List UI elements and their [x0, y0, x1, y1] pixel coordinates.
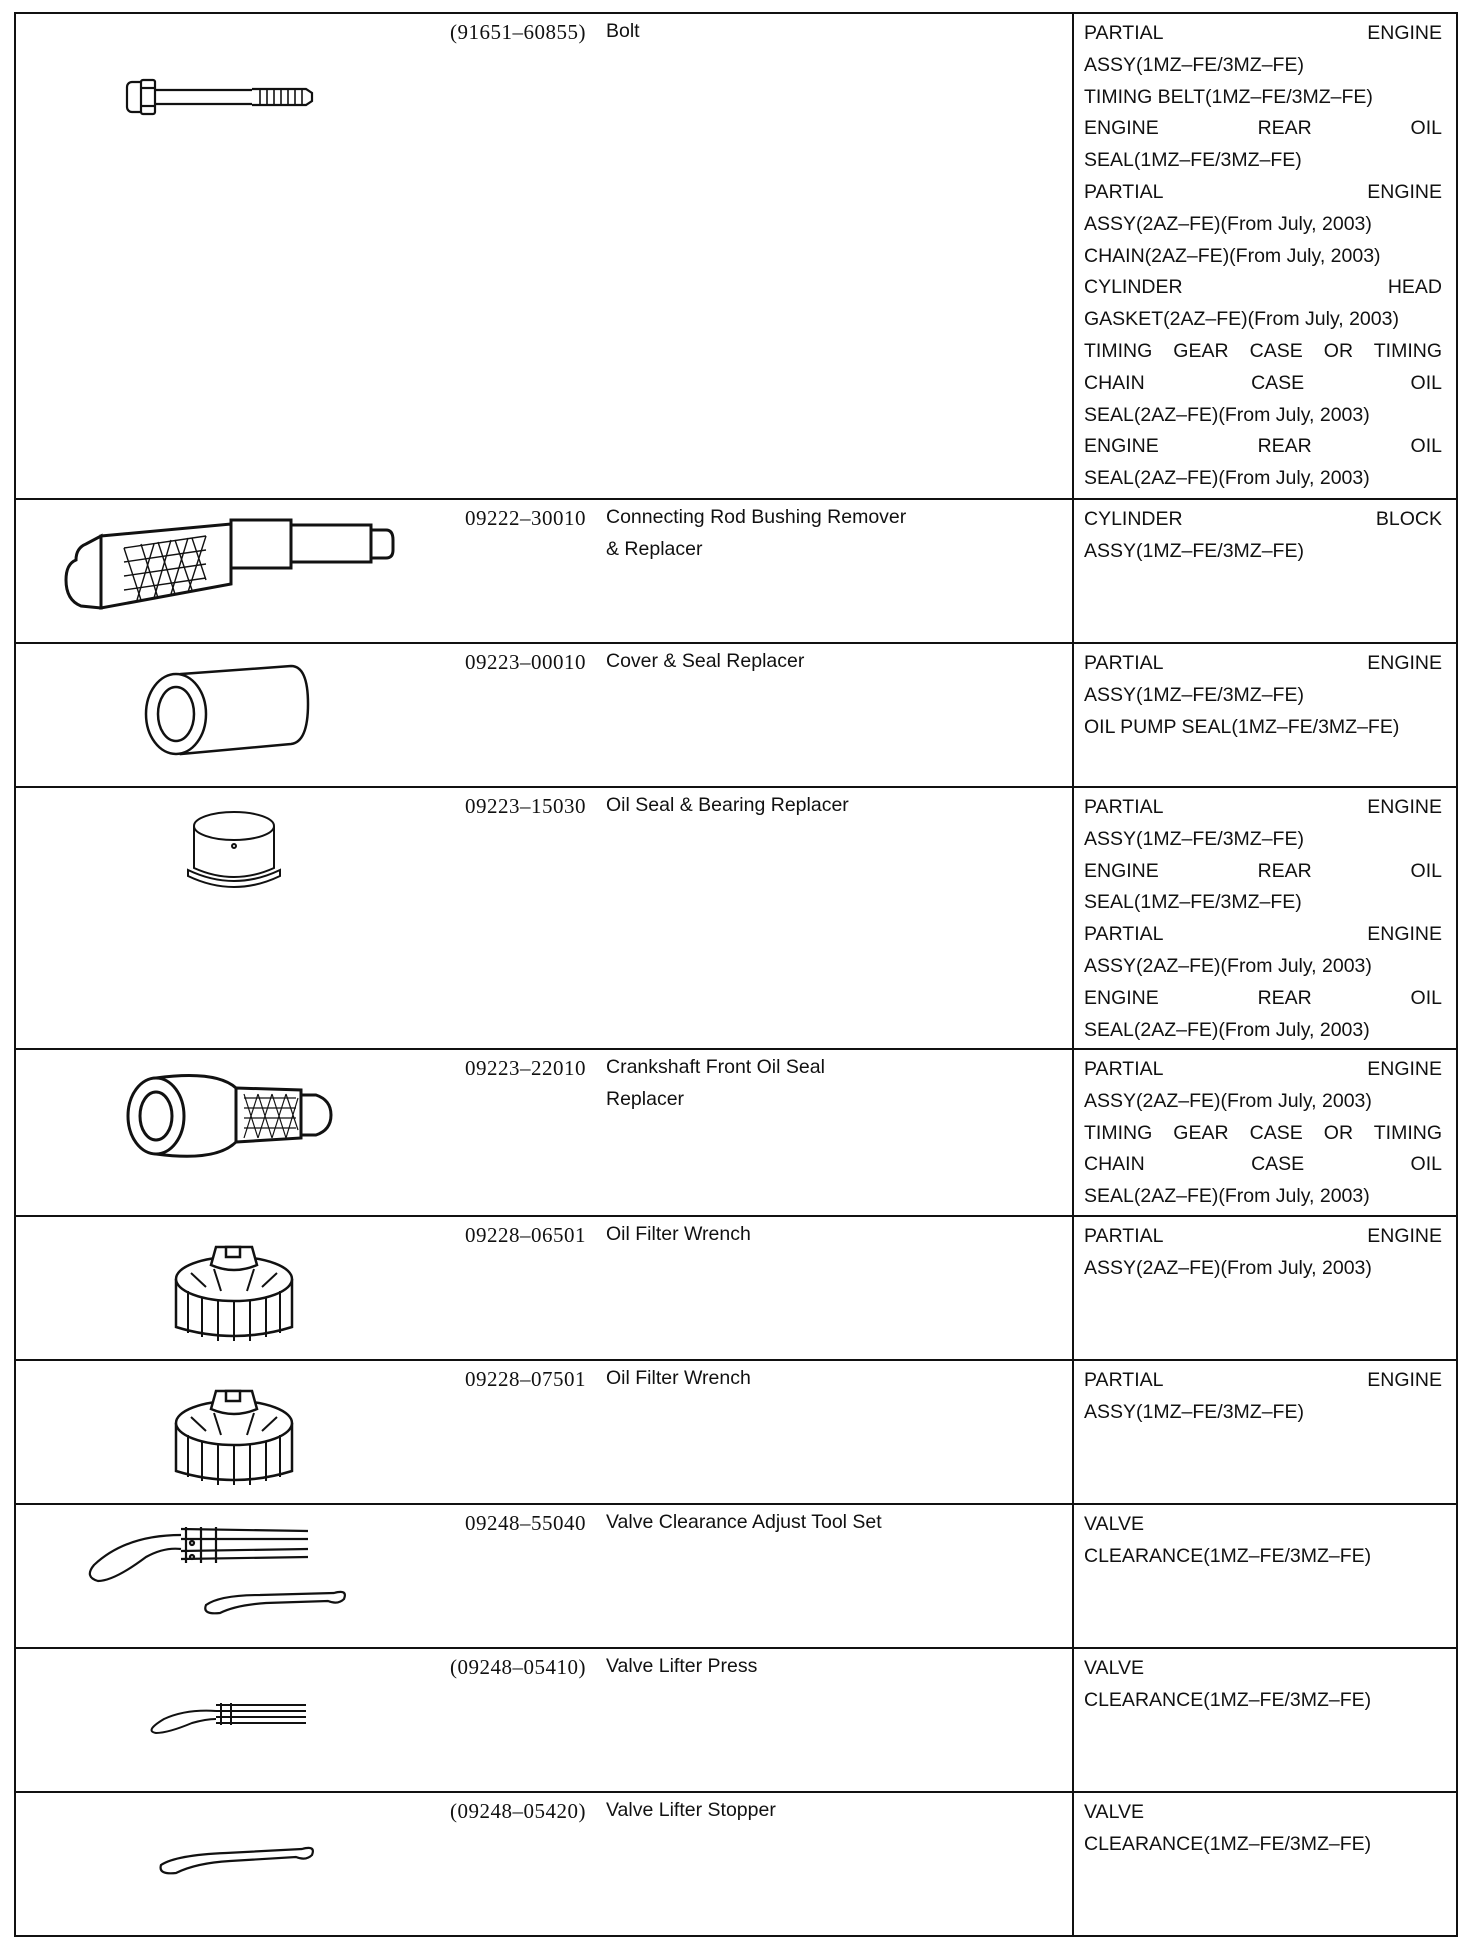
tool-row: [15, 1360, 1457, 1504]
applicable-procedures-cell: [1073, 643, 1457, 787]
part-number: 09223–00010: [465, 650, 586, 674]
applicable-procedures-cell: [1073, 1049, 1457, 1216]
procedure-line: PARTIAL ENGINE: [1084, 796, 1442, 818]
tool-name: Oil Filter Wrench: [606, 1223, 751, 1245]
tool-row: [15, 1648, 1457, 1792]
procedure-line: SEAL(2AZ–FE)(From July, 2003): [1084, 1185, 1370, 1208]
procedure-line: CYLINDER BLOCK: [1084, 508, 1442, 530]
applicable-procedures-cell: [1073, 1360, 1457, 1504]
applicable-procedures-cell: [1073, 499, 1457, 643]
procedure-line: TIMING BELT(1MZ–FE/3MZ–FE): [1084, 85, 1373, 108]
tool-name: Valve Clearance Adjust Tool Set: [606, 1511, 882, 1533]
procedure-line: GASKET(2AZ–FE)(From July, 2003): [1084, 308, 1399, 331]
procedure-line: SEAL(2AZ–FE)(From July, 2003): [1084, 467, 1370, 490]
tool-info-cell: [15, 643, 1073, 787]
part-number: (09248–05420): [450, 1799, 586, 1823]
part-number: 09228–06501: [465, 1223, 586, 1247]
procedure-line: OIL PUMP SEAL(1MZ–FE/3MZ–FE): [1084, 715, 1400, 738]
part-number: 09222–30010: [465, 506, 586, 530]
applicable-procedures-cell: [1073, 1504, 1457, 1648]
tool-name: Cover & Seal Replacer: [606, 650, 805, 672]
tool-info-cell: [15, 1049, 1073, 1216]
procedure-line: VALVE: [1084, 1801, 1144, 1823]
procedure-line: ENGINE REAR OIL: [1084, 435, 1442, 458]
tool-row: [15, 1216, 1457, 1360]
procedure-line: ASSY(2AZ–FE)(From July, 2003): [1084, 1256, 1372, 1279]
procedure-line: SEAL(1MZ–FE/3MZ–FE): [1084, 891, 1302, 914]
part-number: 09223–22010: [465, 1056, 586, 1080]
procedure-line: VALVE: [1084, 1513, 1144, 1535]
part-number: 09248–55040: [465, 1511, 586, 1535]
procedure-line: TIMING GEAR CASE OR TIMING: [1084, 339, 1442, 362]
procedure-line: PARTIAL ENGINE: [1084, 1369, 1442, 1391]
tool-info-cell: [15, 1648, 1073, 1792]
tool-info-cell: [15, 787, 1073, 1049]
applicable-procedures-cell: [1073, 1216, 1457, 1360]
procedure-line: CHAIN(2AZ–FE)(From July, 2003): [1084, 244, 1381, 267]
tool-info-cell: [15, 1360, 1073, 1504]
tool-row: [15, 1792, 1457, 1936]
procedure-line: ENGINE REAR OIL: [1084, 117, 1442, 140]
procedure-line: TIMING GEAR CASE OR TIMING: [1084, 1121, 1442, 1144]
procedure-line: CLEARANCE(1MZ–FE/3MZ–FE): [1084, 1688, 1372, 1711]
procedure-line: CLEARANCE(1MZ–FE/3MZ–FE): [1084, 1544, 1372, 1567]
tool-row: [15, 13, 1457, 499]
tool-row: [15, 787, 1457, 1049]
tool-name: Oil Seal & Bearing Replacer: [606, 794, 849, 816]
tool-name: Bolt: [606, 20, 640, 42]
procedure-line: PARTIAL ENGINE: [1084, 1225, 1442, 1247]
procedure-line: CYLINDER HEAD: [1084, 276, 1442, 299]
tool-info-cell: [15, 13, 1073, 499]
procedure-line: ASSY(2AZ–FE)(From July, 2003): [1084, 954, 1372, 977]
tool-name: Connecting Rod Bushing Remover & Replacer: [606, 506, 907, 560]
procedure-line: ASSY(2AZ–FE)(From July, 2003): [1084, 212, 1372, 235]
procedure-line: ASSY(1MZ–FE/3MZ–FE): [1084, 53, 1304, 76]
applicable-procedures-cell: [1073, 13, 1457, 499]
procedure-line: ASSY(1MZ–FE/3MZ–FE): [1084, 827, 1304, 850]
procedure-line: CHAIN CASE OIL: [1084, 1153, 1442, 1176]
procedure-line: ASSY(2AZ–FE)(From July, 2003): [1084, 1089, 1372, 1112]
tool-info-cell: [15, 1216, 1073, 1360]
procedure-line: PARTIAL ENGINE: [1084, 180, 1442, 203]
tool-name: Oil Filter Wrench: [606, 1367, 751, 1389]
tool-row: [15, 1504, 1457, 1648]
tool-name: Valve Lifter Stopper: [606, 1799, 776, 1821]
procedure-line: ENGINE REAR OIL: [1084, 986, 1442, 1009]
procedure-line: ENGINE REAR OIL: [1084, 859, 1442, 882]
applicable-procedures-cell: [1073, 787, 1457, 1049]
part-number: (09248–05410): [450, 1655, 586, 1679]
procedure-line: SEAL(1MZ–FE/3MZ–FE): [1084, 149, 1302, 172]
part-number: 09223–15030: [465, 794, 586, 818]
procedure-line: SEAL(2AZ–FE)(From July, 2003): [1084, 403, 1370, 426]
part-number: (91651–60855): [450, 20, 586, 44]
procedure-line: ASSY(1MZ–FE/3MZ–FE): [1084, 1400, 1304, 1423]
procedure-line: ASSY(1MZ–FE/3MZ–FE): [1084, 683, 1304, 706]
tool-row: [15, 1049, 1457, 1216]
part-number: 09228–07501: [465, 1367, 586, 1391]
procedure-line: CHAIN CASE OIL: [1084, 371, 1442, 394]
tool-info-cell: [15, 499, 1073, 643]
procedure-line: SEAL(2AZ–FE)(From July, 2003): [1084, 1018, 1370, 1041]
tool-row: [15, 643, 1457, 787]
tool-info-cell: [15, 1792, 1073, 1936]
tool-name: Crankshaft Front Oil Seal Replacer: [606, 1056, 825, 1110]
applicable-procedures-cell: [1073, 1648, 1457, 1792]
applicable-procedures-cell: [1073, 1792, 1457, 1936]
procedure-line: PARTIAL ENGINE: [1084, 1058, 1442, 1080]
tool-info-cell: [15, 1504, 1073, 1648]
procedure-line: VALVE: [1084, 1657, 1144, 1679]
special-service-tools-table: [14, 12, 1458, 1937]
procedure-line: PARTIAL ENGINE: [1084, 923, 1442, 946]
tool-row: [15, 499, 1457, 643]
procedure-line: CLEARANCE(1MZ–FE/3MZ–FE): [1084, 1832, 1372, 1855]
procedure-line: PARTIAL ENGINE: [1084, 652, 1442, 674]
procedure-line: ASSY(1MZ–FE/3MZ–FE): [1084, 539, 1304, 562]
procedure-line: PARTIAL ENGINE: [1084, 22, 1442, 44]
tool-name: Valve Lifter Press: [606, 1655, 758, 1677]
